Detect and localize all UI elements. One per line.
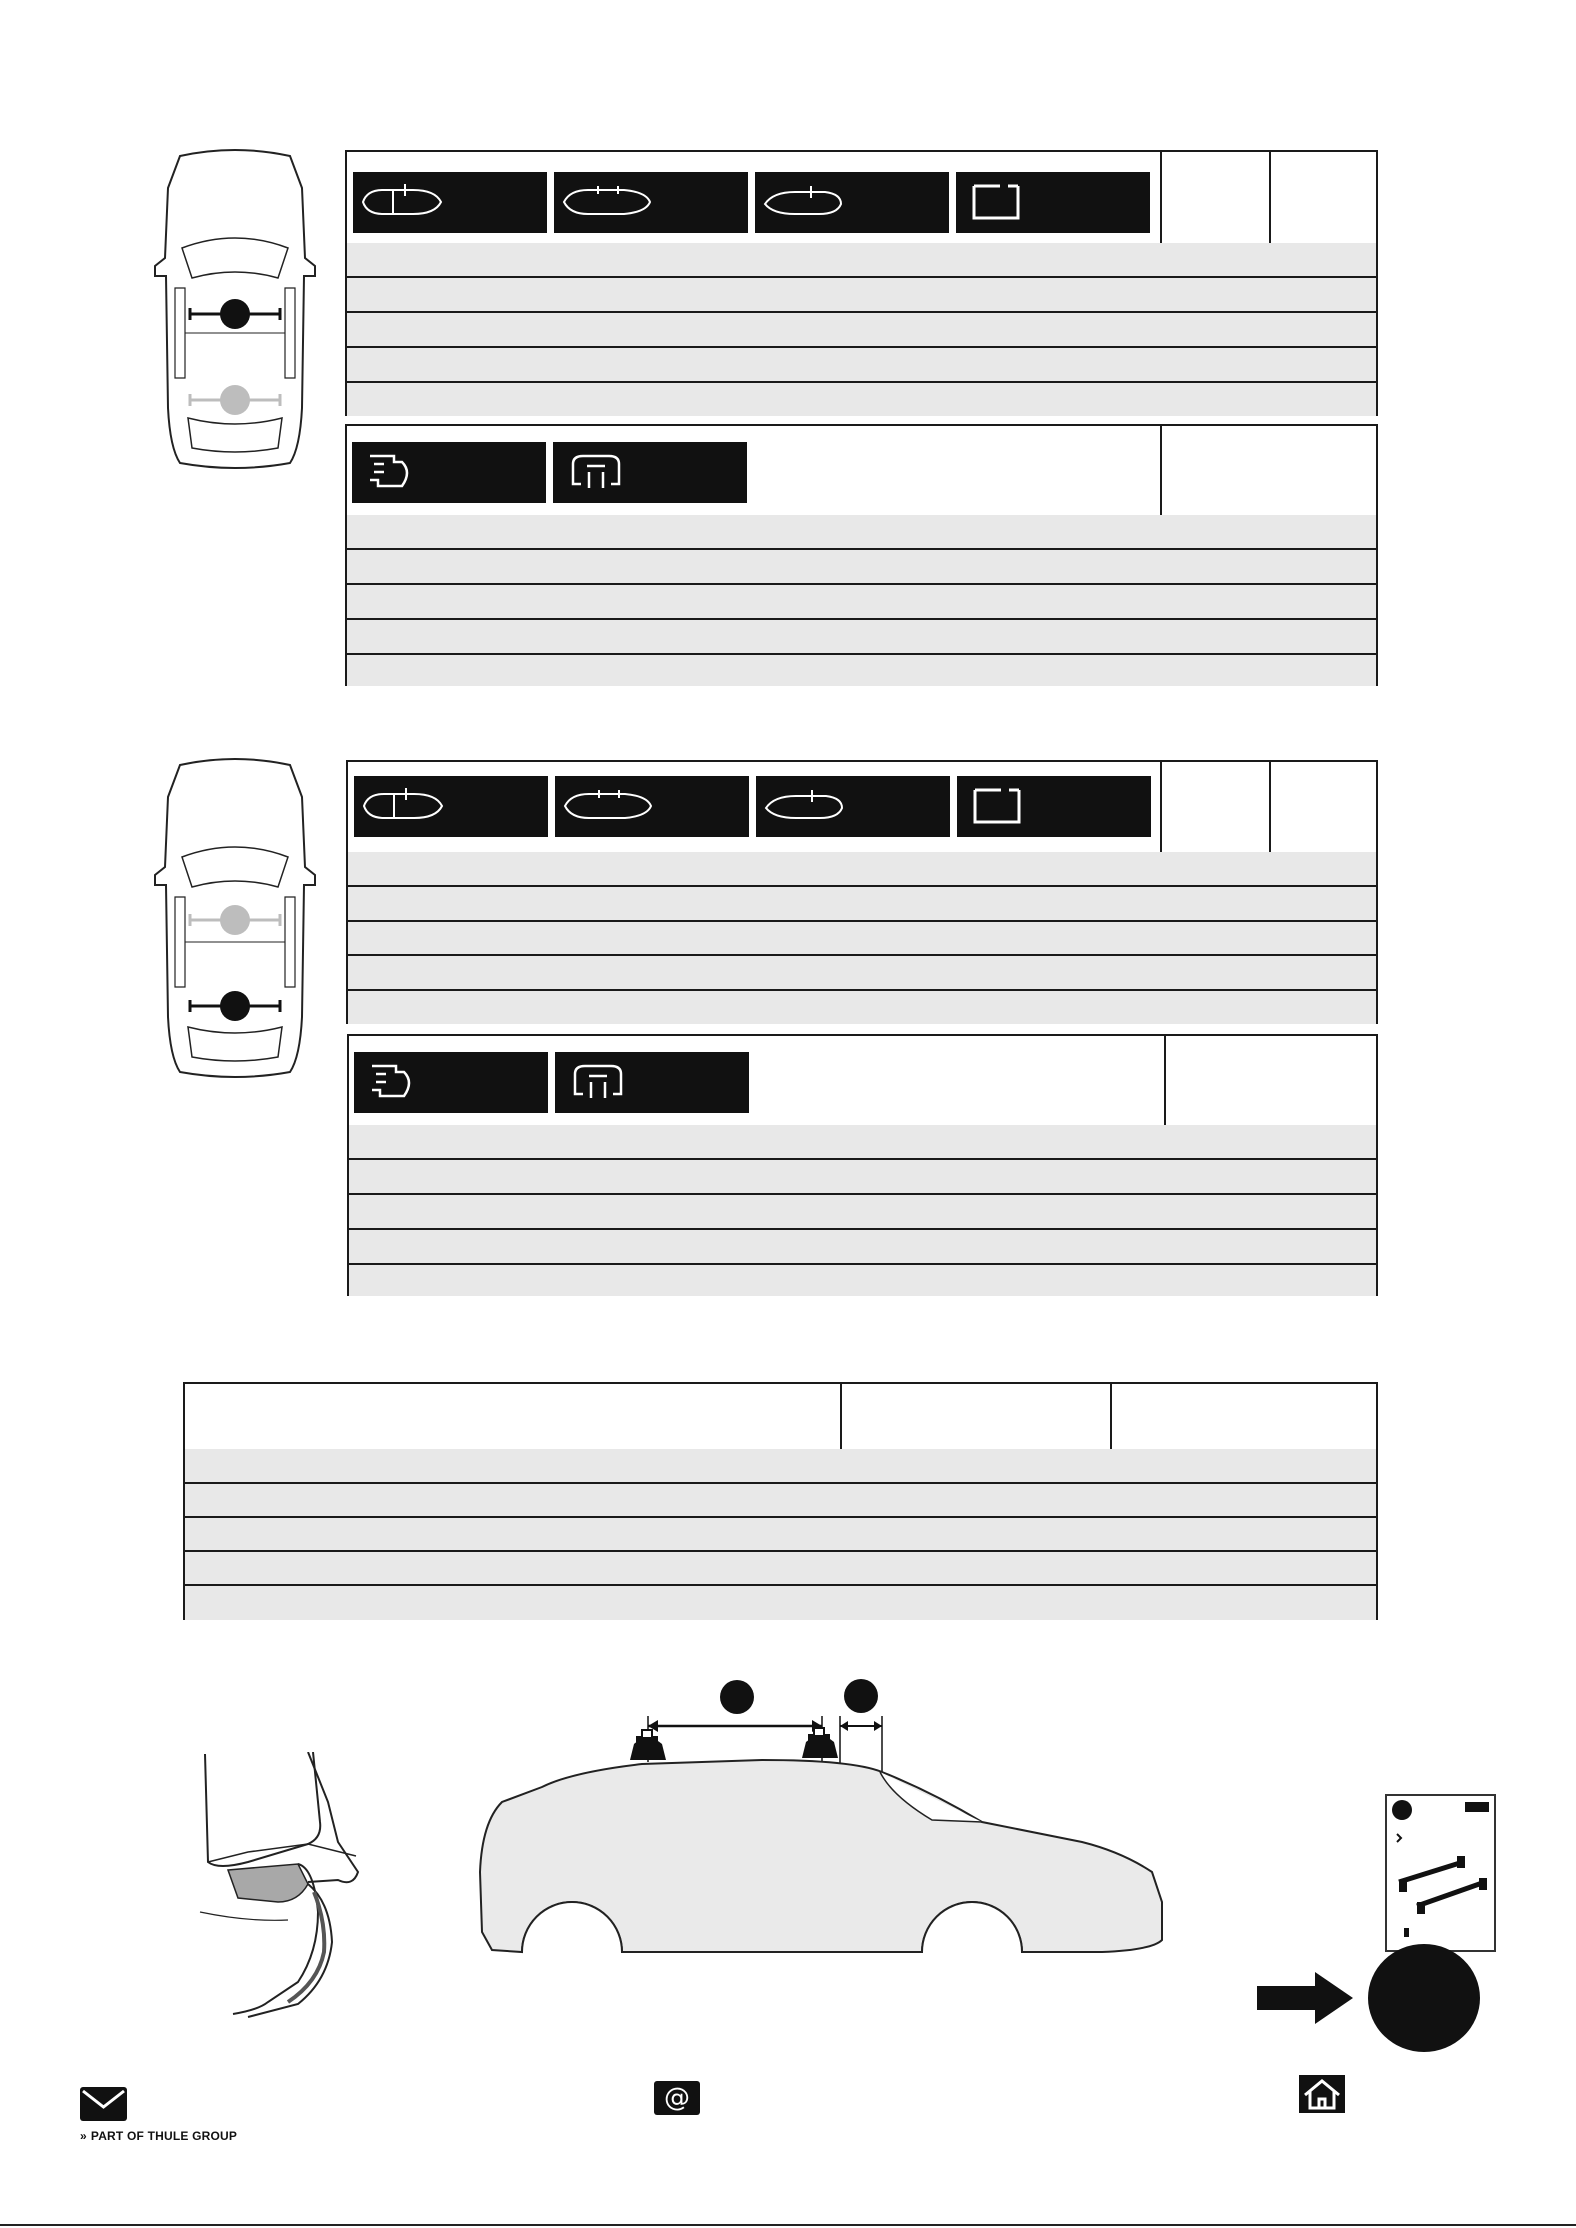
table-row <box>349 1195 1376 1230</box>
table-row <box>185 1518 1376 1552</box>
table-row <box>347 620 1376 655</box>
slidebar-profile-icon <box>755 172 949 233</box>
table-row <box>348 852 1376 887</box>
squarebar-profile-icon <box>957 776 1151 837</box>
table-row <box>347 348 1376 383</box>
fit-table-rear-rails <box>347 1034 1378 1296</box>
table-row <box>347 550 1376 585</box>
table-row <box>348 956 1376 991</box>
house-icon[interactable] <box>1299 2075 1345 2113</box>
wingbar-profile-icon <box>353 172 547 233</box>
table-header <box>347 426 1376 517</box>
car-top-view-rear <box>150 757 320 1079</box>
table-header <box>348 762 1376 854</box>
table-row <box>349 1160 1376 1195</box>
next-step-arrow-icon <box>1257 1970 1355 2026</box>
fit-table-rear-bars <box>346 760 1378 1024</box>
edge-profile-icon <box>555 1052 749 1113</box>
table-row <box>185 1586 1376 1620</box>
table-row <box>349 1125 1376 1160</box>
table-row <box>349 1265 1376 1296</box>
measurement-marker-a <box>720 1680 754 1714</box>
table-row <box>185 1449 1376 1484</box>
table-row <box>347 383 1376 416</box>
table-row <box>347 515 1376 550</box>
table-row <box>347 585 1376 620</box>
table-row <box>348 887 1376 922</box>
measurement-marker-b <box>844 1679 878 1713</box>
car-top-view-front <box>150 148 320 470</box>
car-side-view-illustration <box>462 1672 1182 2042</box>
brand-tagline <box>80 2129 237 2145</box>
table-row <box>347 278 1376 313</box>
table-row <box>348 991 1376 1024</box>
edge-profile-icon <box>553 442 747 503</box>
fit-table-front-bars <box>345 150 1378 416</box>
fit-table-front-rails <box>345 424 1378 686</box>
page-bottom-rule <box>0 2224 1576 2226</box>
door-frame-detail-illustration <box>188 1752 428 2022</box>
flush-rail-profile-icon <box>354 1052 548 1113</box>
table-row <box>185 1484 1376 1518</box>
squarebar-profile-icon <box>956 172 1150 233</box>
chevron-right-icon: » <box>80 2129 87 2143</box>
table-row <box>347 313 1376 348</box>
table-row <box>185 1552 1376 1586</box>
product-card-thumbnail <box>1385 1794 1496 1952</box>
table-row <box>348 922 1376 956</box>
wingbar-profile-icon <box>354 776 548 837</box>
roof-foot-front <box>630 1730 666 1760</box>
envelope-icon[interactable] <box>80 2087 127 2121</box>
roof-foot-rear <box>802 1728 838 1758</box>
table-row <box>347 655 1376 686</box>
next-step-circle <box>1368 1944 1480 2052</box>
brand-text: PART OF THULE GROUP <box>90 2129 238 2143</box>
table-row <box>349 1230 1376 1265</box>
slidebar-profile-icon <box>756 776 950 837</box>
table-header <box>349 1036 1376 1127</box>
wingbar-evo-profile-icon <box>555 776 749 837</box>
table-header <box>185 1384 1376 1451</box>
table-header <box>347 152 1376 245</box>
measurement-table <box>183 1382 1378 1620</box>
flush-rail-profile-icon <box>352 442 546 503</box>
table-row <box>347 243 1376 278</box>
wingbar-evo-profile-icon <box>554 172 748 233</box>
at-sign-icon[interactable]: @ <box>654 2081 700 2115</box>
